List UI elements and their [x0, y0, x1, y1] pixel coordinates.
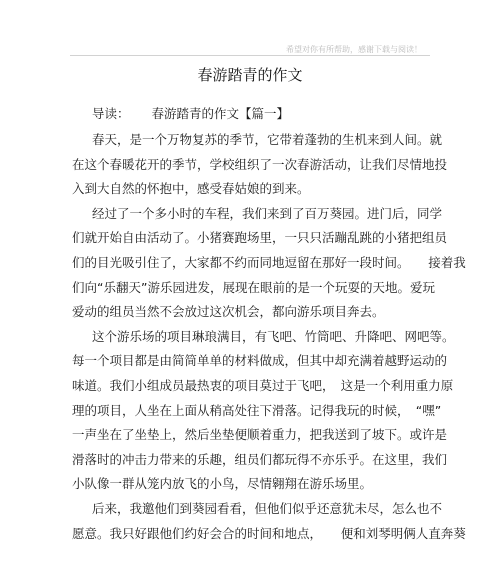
text-line: 味道。我们小组成员最热衷的项目莫过于飞吧， 这是一个利用重力原 — [72, 377, 454, 393]
header-note: 希望对你有所帮助，感谢下载与阅读！ — [286, 45, 422, 54]
text-line: 们向“乐翻天”游乐园进发，展现在眼前的是一个玩耍的天地。爱玩 — [72, 279, 435, 295]
text-line: 爱动的组员当然不会放过这次机会，都向游乐项目奔去。 — [72, 304, 385, 320]
text-line: 小队像一群从笼内放飞的小鸟，尽情翱翔在游乐场里。 — [72, 476, 373, 492]
text-line: 一声坐在了坐垫上，然后坐垫便顺着重力，把我送到了坡下。或许是 — [72, 427, 448, 443]
text-line: 理的项目，人坐在上面从稍高处往下滑落。记得我玩的时候， “嘿” — [72, 402, 442, 418]
text-line: 春天，是一个万物复苏的季节，它带着蓬勃的生机来到人间。就 — [92, 132, 443, 147]
header-divider — [70, 55, 430, 56]
text-line: 这个游乐场的项目琳琅满目，有飞吧、竹筒吧、升降吧、网吧等。 — [92, 328, 455, 344]
text-line: 后来，我邀他们到葵园看看，但他们似乎还意犹未尽，怎么也不 — [92, 500, 443, 516]
text-line: 们的目光吸引住了，大家都不约而同地逗留在那好一段时间。 接着我 — [72, 254, 466, 270]
intro-label: 导读： — [92, 106, 130, 121]
intro-line — [92, 104, 289, 122]
text-line: 在这个春暖花开的季节，学校组织了一次春游活动，让我们尽情地投 — [72, 156, 448, 172]
text-line: 每一个项目都是由简简单单的材料做成，但其中却充满着越野运动的 — [72, 353, 448, 369]
text-line: 愿意。我只好跟他们约好会合的时间和地点， 便和刘琴明俩人直奔葵 — [72, 525, 466, 541]
intro-text: 春游踏青的作文【篇一】 — [151, 106, 290, 121]
text-line: 们就开始自由活动了。小猪赛跑场里，一只只活蹦乱跳的小猪把组员 — [72, 230, 448, 246]
text-line: 入到大自然的怀抱中，感受春姑娘的到来。 — [72, 181, 310, 197]
text-line: 经过了一个多小时的车程，我们来到了百万葵园。进门后，同学 — [92, 205, 443, 221]
document-title: 春游踏青的作文 — [197, 66, 303, 84]
essay-body — [72, 128, 466, 546]
text-line: 滑落时的冲击力带来的乐趣，组员们都玩得不亦乐乎。在这里，我们 — [72, 451, 448, 467]
